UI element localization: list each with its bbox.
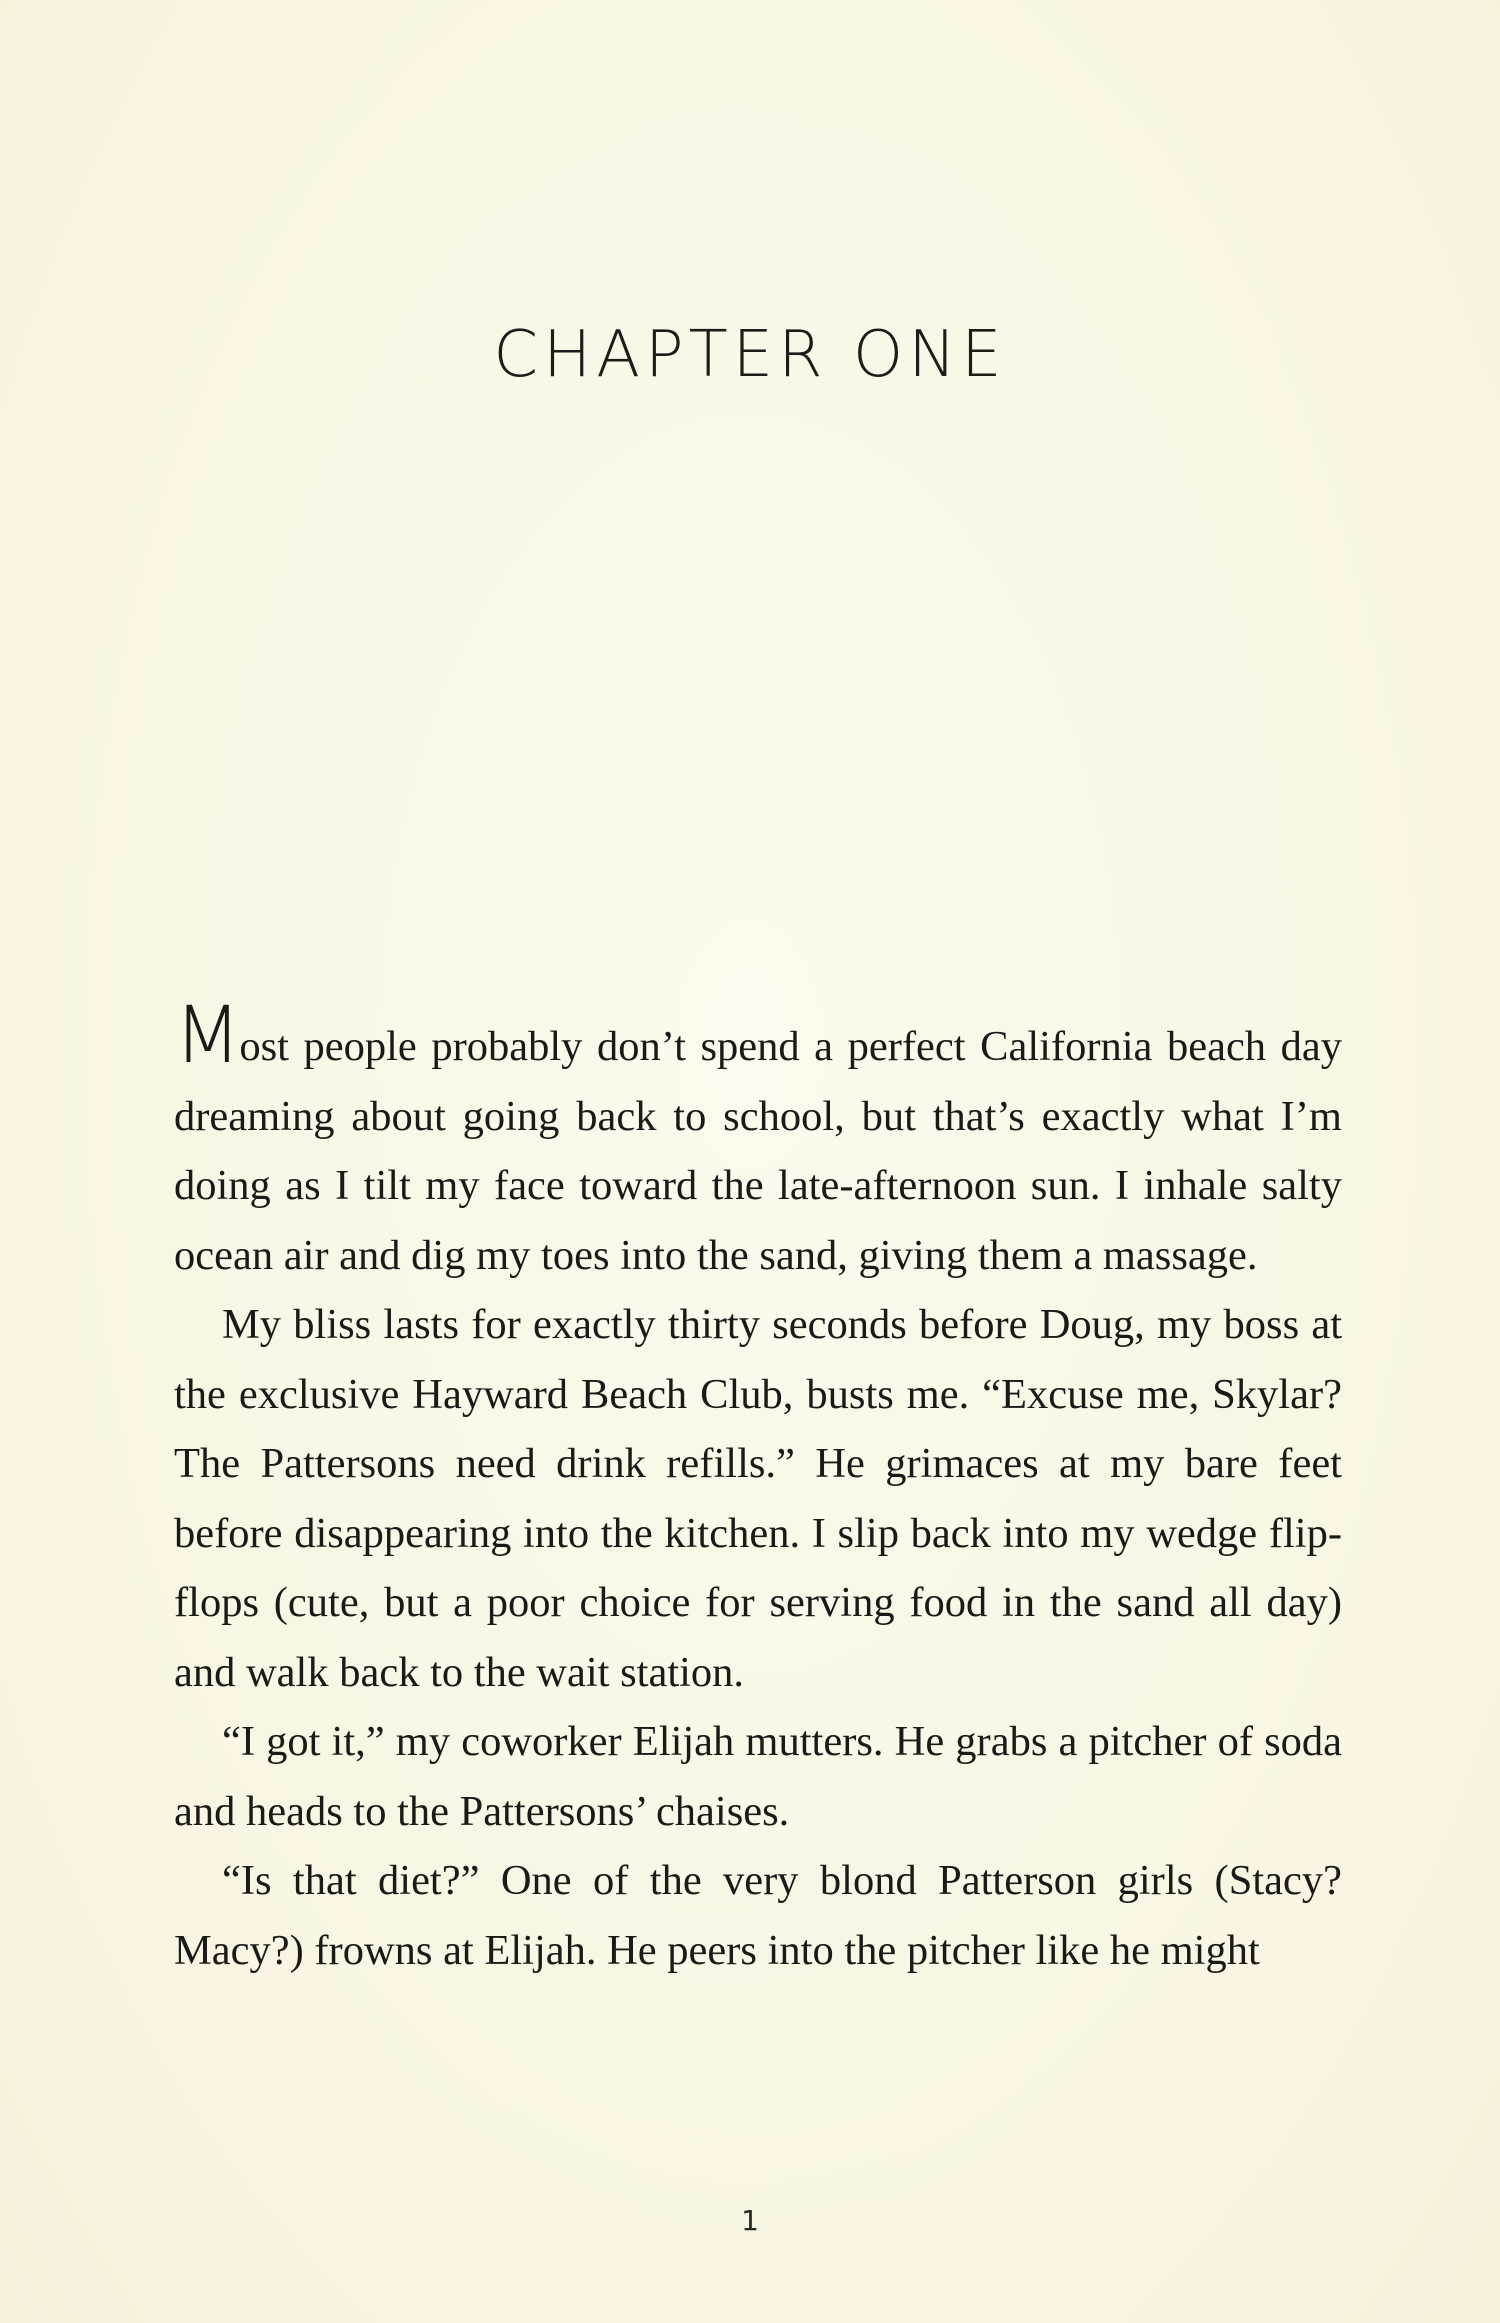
drop-cap: M bbox=[174, 991, 240, 1081]
paragraph-4: “Is that diet?” One of the very blond Patterson girls (Stacy? Macy?) frowns at Elijah. He peers into the pitcher like he might bbox=[174, 1857, 1342, 1974]
paragraph-2: My bliss lasts for exactly thirty seconds before Doug, my boss at the exclusive Hayward Beach Club, busts me. “Excuse me, Skylar? The Pattersons need drink refills.” He grimaces at my bare feet before disappearing into the kitchen. I slip back into my wedge flip-flops (cute, but a poor choice for serving food in the sand all day) and walk back to the wait station. bbox=[174, 1301, 1342, 1696]
paragraph-1 bbox=[174, 991, 1342, 1290]
chapter-title: CHAPTER ONE bbox=[493, 318, 1007, 392]
paragraph-1-text: ost people probably don’t spend a perfect California beach day dreaming about going back to school, but that’s exactly what I’m doing as I tilt my face toward the late-afternoon sun. I inhale salty ocean air and dig my toes into the sand, giving them a massage. bbox=[174, 1023, 1342, 1279]
page-number: 1 bbox=[741, 2204, 759, 2237]
paragraph-3: “I got it,” my coworker Elijah mutters. He grabs a pitcher of soda and heads to the Pattersons’ chaises. bbox=[174, 1718, 1342, 1835]
chapter-body bbox=[174, 991, 1342, 1985]
